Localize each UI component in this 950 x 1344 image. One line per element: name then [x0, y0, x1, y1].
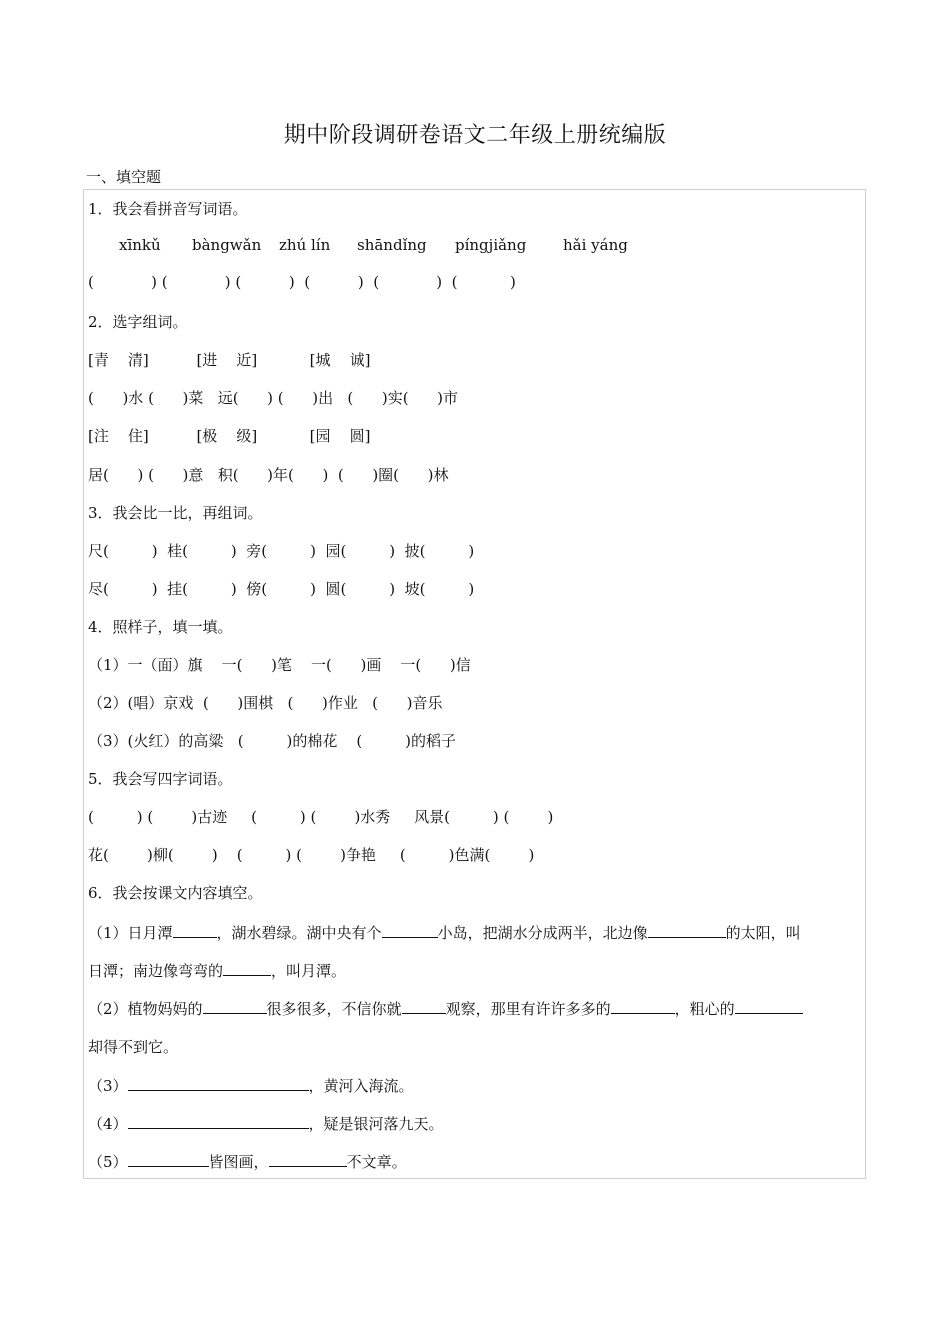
- section-heading: 一、填空题: [86, 168, 162, 186]
- q6-p2-text-b: 很多很多，不信你就: [266, 1000, 402, 1018]
- q6-p1-text-c: 小岛，把湖水分成两半，北边像: [437, 924, 648, 942]
- pinyin-3: zhú lín: [279, 236, 331, 254]
- q6-p1-line-2: [88, 960, 346, 981]
- q6-p4-text-b: ，疑是银河落九天。: [308, 1115, 444, 1133]
- answer-blank[interactable]: [173, 922, 217, 938]
- page-title: 期中阶段调研卷语文二年级上册统编版: [283, 123, 667, 148]
- pinyin-1: xīnkǔ: [119, 236, 161, 254]
- q1-answer-blanks[interactable]: ( ) ( ) ( ) ( ) ( ) ( ): [88, 273, 516, 291]
- q6-p3-line: [88, 1075, 414, 1096]
- answer-blank[interactable]: [203, 998, 267, 1014]
- q4-stem: 4．照样子，填一填。: [88, 618, 233, 636]
- answer-blank[interactable]: [128, 1151, 209, 1167]
- q6-p4-line: [88, 1113, 444, 1134]
- q6-p2-text-d: ，粗心的: [674, 1000, 735, 1018]
- q3-stem: 3．我会比一比，再组词。: [88, 504, 263, 522]
- q6-p1-text-e: 日潭；南边像弯弯的: [88, 962, 224, 980]
- q2-row-2[interactable]: 居( ) ( )意 积( )年( ) ( )圈( )林: [88, 466, 449, 484]
- answer-blank[interactable]: [223, 960, 271, 976]
- q5-row-1[interactable]: ( ) ( )古迹 ( ) ( )水秀 风景( ) ( ): [88, 808, 554, 826]
- q6-p5-text-b: 皆图画，: [208, 1153, 269, 1171]
- q2-stem: 2．选字组词。: [88, 313, 188, 331]
- q2-choice-group-2: [注 住] [极 级] [园 圆]: [88, 427, 371, 445]
- pinyin-2: bàngwǎn: [192, 236, 262, 254]
- q6-p5-text-c: 不文章。: [346, 1153, 407, 1171]
- q1-stem: 1．我会看拼音写词语。: [88, 200, 248, 218]
- q2-choice-group-1: [青 清] [进 近] [城 诚]: [88, 351, 371, 369]
- q5-row-2[interactable]: 花( )柳( ) ( ) ( )争艳 ( )色满( ): [88, 846, 535, 864]
- q6-p2-text-a: （2）植物妈妈的: [88, 1000, 203, 1018]
- q3-row-1[interactable]: 尺( ) 桂( ) 旁( ) 园( ) 披( ): [88, 542, 475, 560]
- q4-row-3[interactable]: （3）(火红）的高粱 ( )的棉花 ( )的稻子: [88, 732, 457, 750]
- question-box: [83, 189, 866, 1179]
- q6-p3-text-b: ，黄河入海流。: [308, 1077, 414, 1095]
- q6-p5-text-a: （5）: [88, 1153, 128, 1171]
- q4-row-1[interactable]: （1）一（面）旗 一( )笔 一( )画 一( )信: [88, 656, 471, 674]
- q6-p1-text-b: ，湖水碧绿。湖中央有个: [216, 924, 382, 942]
- answer-blank[interactable]: [269, 1151, 347, 1167]
- answer-blank[interactable]: [128, 1075, 309, 1091]
- q6-p5-line: [88, 1151, 407, 1172]
- q6-p4-text-a: （4）: [88, 1115, 128, 1133]
- pinyin-6: hǎi yáng: [563, 236, 628, 254]
- answer-blank[interactable]: [402, 998, 446, 1014]
- q6-p1-text-a: （1）日月潭: [88, 924, 173, 942]
- q5-stem: 5．我会写四字词语。: [88, 770, 233, 788]
- answer-blank[interactable]: [735, 998, 803, 1014]
- q6-p3-text-a: （3）: [88, 1077, 128, 1095]
- q3-row-2[interactable]: 尽( ) 挂( ) 傍( ) 圆( ) 坡( ): [88, 580, 475, 598]
- answer-blank[interactable]: [611, 998, 675, 1014]
- answer-blank[interactable]: [382, 922, 438, 938]
- q6-p2-line-2: 却得不到它。: [88, 1038, 179, 1056]
- q6-p1-text-d: 的太阳，叫: [725, 924, 801, 942]
- q6-stem: 6．我会按课文内容填空。: [88, 884, 263, 902]
- answer-blank[interactable]: [128, 1113, 309, 1129]
- q2-row-1[interactable]: ( )水 ( )菜 远( ) ( )出 ( )实( )市: [88, 389, 459, 407]
- q6-p1-line-1: [88, 922, 801, 943]
- pinyin-4: shāndǐng: [357, 236, 427, 254]
- q6-p1-text-f: ，叫月潭。: [271, 962, 347, 980]
- q6-p2-line-1: [88, 998, 803, 1019]
- pinyin-5: píngjiǎng: [455, 236, 527, 254]
- q4-row-2[interactable]: （2）(唱）京戏 ( )围棋 ( )作业 ( )音乐: [88, 694, 443, 712]
- answer-blank[interactable]: [648, 922, 726, 938]
- q6-p2-text-c: 观察，那里有许许多多的: [445, 1000, 611, 1018]
